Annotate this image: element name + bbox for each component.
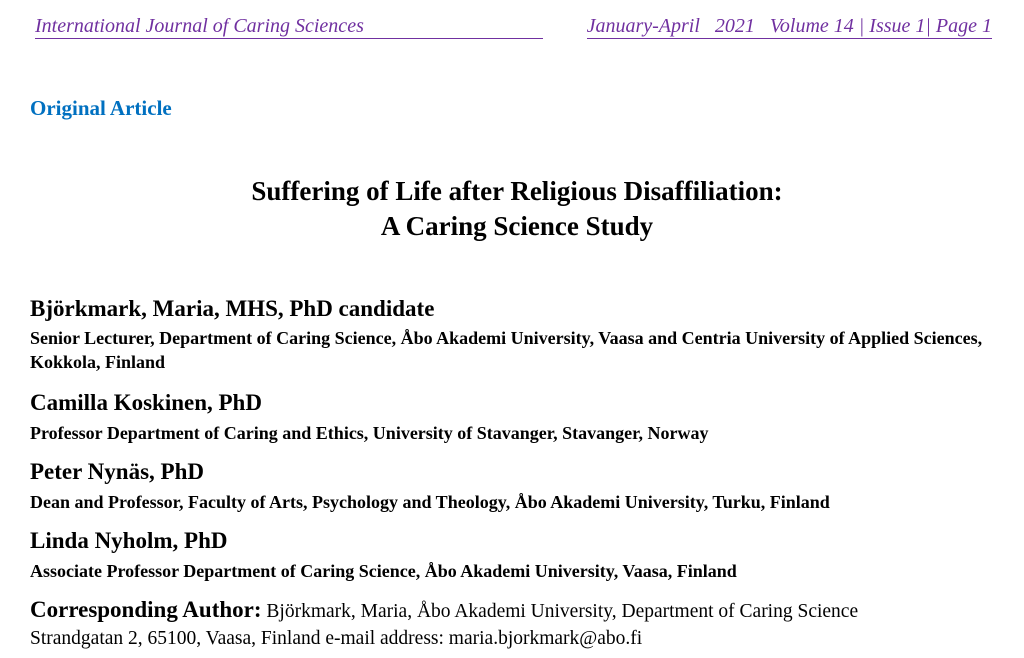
corresponding-line-2: Strandgatan 2, 65100, Vaasa, Finland e-mail address: maria.bjorkmark@abo.fi <box>30 628 643 649</box>
author-affiliation-4: Associate Professor Department of Caring Science, Åbo Akademi University, Vaasa, Finland <box>30 561 737 581</box>
author-name-1: Björkmark, Maria, MHS, PhD candidate <box>30 296 435 321</box>
author-name-2: Camilla Koskinen, PhD <box>30 390 262 415</box>
corresponding-details: Björkmark, Maria, Åbo Akademi University, Department of Caring Science <box>266 601 859 622</box>
author-affiliation-1: Senior Lecturer, Department of Caring Science, Åbo Akademi University, Vaasa and Centria University of Applied Sciences, Kokkola, Finland <box>30 328 983 372</box>
article-type: Original Article <box>30 96 172 120</box>
corresponding-author <box>30 596 1005 652</box>
corresponding-label: Corresponding Author: <box>30 597 262 622</box>
journal-name: International Journal of Caring Sciences <box>35 14 543 39</box>
corresponding-line-1 <box>30 596 1005 625</box>
title-line-1: Suffering of Life after Religious Disaffiliation: <box>251 176 783 206</box>
author-name-3: Peter Nynäs, PhD <box>30 459 204 484</box>
author-affiliation-3: Dean and Professor, Faculty of Arts, Psychology and Theology, Åbo Akademi University, Turku, Finland <box>30 492 830 512</box>
article-title <box>0 174 1024 244</box>
author-name-4: Linda Nyholm, PhD <box>30 528 228 553</box>
author-affiliation-2: Professor Department of Caring and Ethics, University of Stavanger, Stavanger, Norway <box>30 423 709 443</box>
title-line-2: A Caring Science Study <box>380 211 654 241</box>
issue-info: January-April 2021 Volume 14 | Issue 1| Page 1 <box>586 15 992 37</box>
